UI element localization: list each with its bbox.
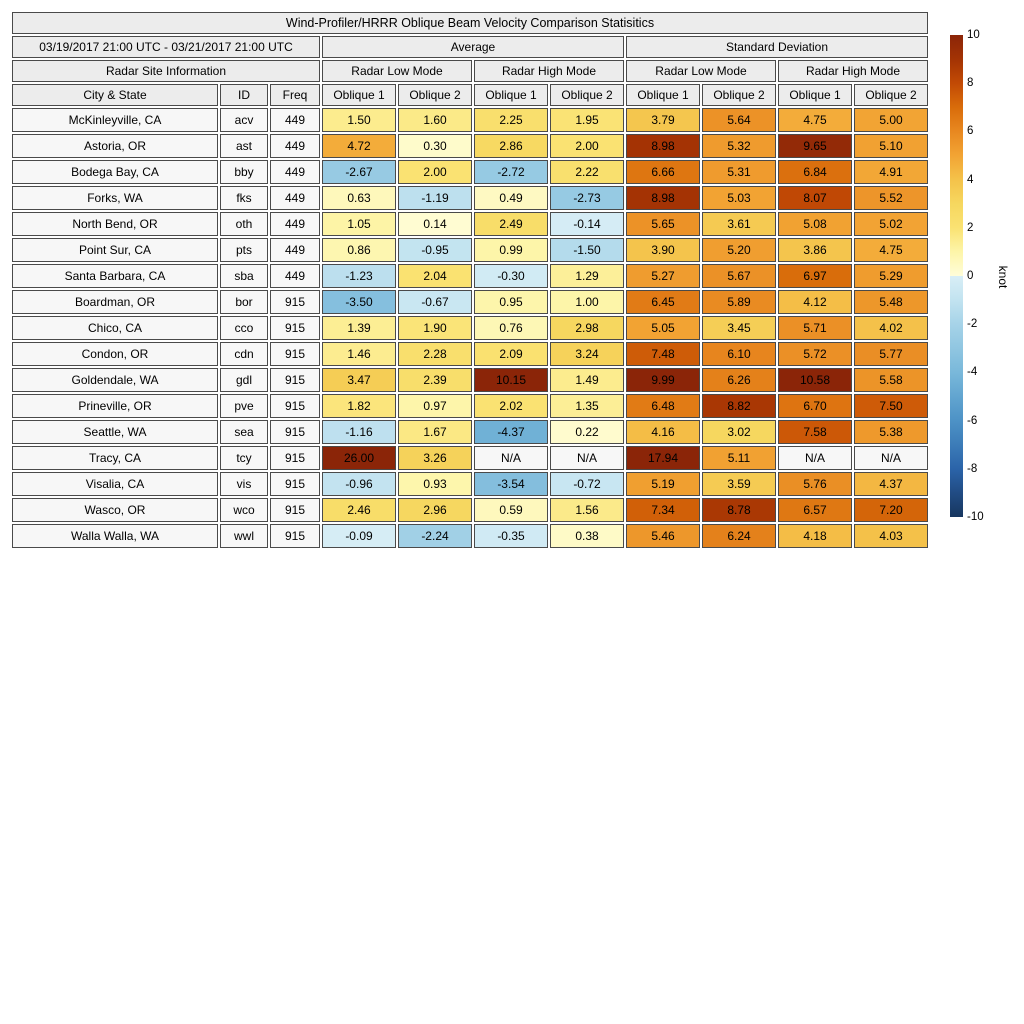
city-cell: McKinleyville, CA [12,108,218,132]
value-cell: 6.48 [626,394,700,418]
col-header-city: City & State [12,84,218,106]
value-cell: 6.57 [778,498,852,522]
site-id-cell: cdn [220,342,268,366]
value-cell: 2.46 [322,498,396,522]
col-header-oblique2: Oblique 2 [550,84,624,106]
value-cell: 10.58 [778,368,852,392]
city-cell: Boardman, OR [12,290,218,314]
value-cell: 6.66 [626,160,700,184]
value-cell: 5.03 [702,186,776,210]
site-id-cell: sba [220,264,268,288]
colorbar-tick-label: 4 [967,173,974,186]
colorbar-gradient [950,35,963,517]
table-body [12,108,928,548]
city-cell: Goldendale, WA [12,368,218,392]
site-id-cell: acv [220,108,268,132]
value-cell: 8.98 [626,186,700,210]
value-cell: 2.22 [550,160,624,184]
freq-cell: 915 [270,368,320,392]
value-cell: 1.60 [398,108,472,132]
value-cell: -1.16 [322,420,396,444]
col-header-oblique2: Oblique 2 [854,84,928,106]
site-id-cell: oth [220,212,268,236]
value-cell: 5.10 [854,134,928,158]
table-row [12,524,928,548]
value-cell: 17.94 [626,446,700,470]
value-cell: 8.78 [702,498,776,522]
col-header-oblique1: Oblique 1 [322,84,396,106]
col-header-oblique1: Oblique 1 [626,84,700,106]
period-label: 03/19/2017 21:00 UTC - 03/21/2017 21:00 UTC [12,36,320,58]
colorbar-tick-label: 2 [967,221,974,234]
value-cell: 3.02 [702,420,776,444]
value-cell: 3.45 [702,316,776,340]
value-cell-na: N/A [550,446,624,470]
value-cell: 5.46 [626,524,700,548]
colorbar-tick-label: -8 [967,462,978,475]
site-id-cell: fks [220,186,268,210]
value-cell: 4.03 [854,524,928,548]
value-cell: 0.95 [474,290,548,314]
freq-cell: 915 [270,420,320,444]
value-cell: 5.38 [854,420,928,444]
value-cell: -0.14 [550,212,624,236]
city-cell: Walla Walla, WA [12,524,218,548]
city-cell: North Bend, OR [12,212,218,236]
colorbar-tick-label: -2 [967,318,978,331]
mode-header-avg-low: Radar Low Mode [322,60,472,82]
colorbar-tick-label: 10 [967,29,980,41]
mode-header-std-high: Radar High Mode [778,60,928,82]
value-cell: -0.96 [322,472,396,496]
table-row [12,420,928,444]
value-cell: -2.24 [398,524,472,548]
freq-cell: 915 [270,498,320,522]
value-cell: 5.20 [702,238,776,262]
colorbar-tick-label: 8 [967,77,974,90]
value-cell: 3.79 [626,108,700,132]
value-cell: 2.02 [474,394,548,418]
col-header-oblique2: Oblique 2 [398,84,472,106]
value-cell: 0.97 [398,394,472,418]
value-cell: 5.08 [778,212,852,236]
value-cell: 1.29 [550,264,624,288]
value-cell: 5.52 [854,186,928,210]
value-cell: 1.82 [322,394,396,418]
value-cell: 0.14 [398,212,472,236]
value-cell: 0.38 [550,524,624,548]
value-cell: 9.65 [778,134,852,158]
value-cell: 1.95 [550,108,624,132]
site-id-cell: sea [220,420,268,444]
site-id-cell: pts [220,238,268,262]
table-row [12,134,928,158]
mode-header-row [12,60,928,82]
value-cell: 5.27 [626,264,700,288]
city-cell: Visalia, CA [12,472,218,496]
group-header-average: Average [322,36,624,58]
table-row [12,212,928,236]
value-cell: 1.05 [322,212,396,236]
value-cell: 7.50 [854,394,928,418]
table-row [12,290,928,314]
freq-cell: 449 [270,238,320,262]
city-cell: Forks, WA [12,186,218,210]
value-cell: 2.09 [474,342,548,366]
value-cell: 6.10 [702,342,776,366]
value-cell: 5.19 [626,472,700,496]
city-cell: Condon, OR [12,342,218,366]
value-cell: 5.77 [854,342,928,366]
value-cell: 6.70 [778,394,852,418]
colorbar-tick-label: -6 [967,414,978,427]
figure-title: Wind-Profiler/HRRR Oblique Beam Velocity Comparison Statisitics [12,12,928,34]
table-row [12,368,928,392]
value-cell: 2.00 [550,134,624,158]
value-cell: 5.11 [702,446,776,470]
value-cell: 5.76 [778,472,852,496]
value-cell: 4.91 [854,160,928,184]
value-cell: 5.02 [854,212,928,236]
site-id-cell: wwl [220,524,268,548]
title-row [12,12,928,34]
table-row [12,446,928,470]
value-cell: 2.00 [398,160,472,184]
value-cell: 3.59 [702,472,776,496]
group-header-row [12,36,928,58]
value-cell: 5.48 [854,290,928,314]
value-cell: 6.84 [778,160,852,184]
col-header-id: ID [220,84,268,106]
value-cell: 8.98 [626,134,700,158]
value-cell: 26.00 [322,446,396,470]
value-cell: 2.28 [398,342,472,366]
city-cell: Santa Barbara, CA [12,264,218,288]
value-cell: 0.99 [474,238,548,262]
site-id-cell: cco [220,316,268,340]
value-cell: 1.50 [322,108,396,132]
value-cell: 6.24 [702,524,776,548]
value-cell: 2.25 [474,108,548,132]
colorbar-tick-label: 6 [967,125,974,138]
value-cell: 7.48 [626,342,700,366]
value-cell: 4.72 [322,134,396,158]
value-cell: 4.02 [854,316,928,340]
value-cell: 1.46 [322,342,396,366]
value-cell: 5.71 [778,316,852,340]
value-cell: 5.72 [778,342,852,366]
colorbar [950,29,1020,523]
freq-cell: 449 [270,134,320,158]
site-id-cell: bor [220,290,268,314]
freq-cell: 449 [270,212,320,236]
freq-cell: 449 [270,186,320,210]
city-cell: Chico, CA [12,316,218,340]
value-cell-na: N/A [778,446,852,470]
value-cell: 6.26 [702,368,776,392]
site-id-cell: ast [220,134,268,158]
value-cell: 8.82 [702,394,776,418]
table-row [12,316,928,340]
value-cell: 4.16 [626,420,700,444]
table-row [12,238,928,262]
value-cell: 4.75 [778,108,852,132]
value-cell: 7.20 [854,498,928,522]
site-id-cell: wco [220,498,268,522]
value-cell: -0.30 [474,264,548,288]
site-id-cell: tcy [220,446,268,470]
value-cell: 2.86 [474,134,548,158]
value-cell: 5.89 [702,290,776,314]
value-cell: -1.23 [322,264,396,288]
value-cell: -0.67 [398,290,472,314]
value-cell: 5.31 [702,160,776,184]
site-id-cell: gdl [220,368,268,392]
city-cell: Astoria, OR [12,134,218,158]
value-cell: -3.50 [322,290,396,314]
freq-cell: 915 [270,316,320,340]
value-cell: 4.37 [854,472,928,496]
value-cell-na: N/A [474,446,548,470]
value-cell: 0.93 [398,472,472,496]
value-cell: 2.39 [398,368,472,392]
city-cell: Bodega Bay, CA [12,160,218,184]
value-cell: -1.19 [398,186,472,210]
value-cell: 3.47 [322,368,396,392]
mode-header-avg-high: Radar High Mode [474,60,624,82]
group-header-stddev: Standard Deviation [626,36,928,58]
value-cell: 1.35 [550,394,624,418]
freq-cell: 915 [270,524,320,548]
value-cell: 1.39 [322,316,396,340]
value-cell: -2.67 [322,160,396,184]
freq-cell: 915 [270,394,320,418]
value-cell: 5.32 [702,134,776,158]
value-cell: -1.50 [550,238,624,262]
city-cell: Wasco, OR [12,498,218,522]
value-cell: 0.49 [474,186,548,210]
value-cell: 3.86 [778,238,852,262]
value-cell: 2.96 [398,498,472,522]
mode-header-std-low: Radar Low Mode [626,60,776,82]
freq-cell: 915 [270,446,320,470]
value-cell: 0.59 [474,498,548,522]
city-cell: Tracy, CA [12,446,218,470]
value-cell: 0.63 [322,186,396,210]
value-cell: 5.00 [854,108,928,132]
freq-cell: 449 [270,160,320,184]
value-cell: 9.99 [626,368,700,392]
value-cell: 1.49 [550,368,624,392]
value-cell: 6.97 [778,264,852,288]
value-cell: 4.12 [778,290,852,314]
value-cell: 7.58 [778,420,852,444]
value-cell: -0.95 [398,238,472,262]
site-id-cell: bby [220,160,268,184]
table-row [12,264,928,288]
value-cell-na: N/A [854,446,928,470]
table-row [12,498,928,522]
site-info-header: Radar Site Information [12,60,320,82]
value-cell: -2.72 [474,160,548,184]
table-row [12,342,928,366]
value-cell: -0.72 [550,472,624,496]
colorbar-label: knot [996,265,1010,289]
value-cell: 1.56 [550,498,624,522]
value-cell: 0.30 [398,134,472,158]
colorbar-tick-label: -4 [967,366,978,379]
table-row [12,108,928,132]
col-header-oblique2: Oblique 2 [702,84,776,106]
col-header-oblique1: Oblique 1 [474,84,548,106]
freq-cell: 449 [270,264,320,288]
value-cell: 5.58 [854,368,928,392]
value-cell: 1.90 [398,316,472,340]
value-cell: 8.07 [778,186,852,210]
table-row [12,186,928,210]
table-row [12,160,928,184]
column-header-row [12,84,928,106]
comparison-table [10,10,930,550]
value-cell: 2.04 [398,264,472,288]
value-cell: 3.90 [626,238,700,262]
col-header-freq: Freq [270,84,320,106]
freq-cell: 915 [270,290,320,314]
table-row [12,394,928,418]
value-cell: 3.61 [702,212,776,236]
value-cell: 3.24 [550,342,624,366]
table-row [12,472,928,496]
value-cell: 1.67 [398,420,472,444]
value-cell: 5.05 [626,316,700,340]
value-cell: -3.54 [474,472,548,496]
value-cell: 1.00 [550,290,624,314]
colorbar-tick-label: 0 [967,270,974,282]
value-cell: 5.67 [702,264,776,288]
value-cell: -0.09 [322,524,396,548]
value-cell: 3.26 [398,446,472,470]
value-cell: 7.34 [626,498,700,522]
value-cell: -2.73 [550,186,624,210]
value-cell: 10.15 [474,368,548,392]
freq-cell: 915 [270,472,320,496]
site-id-cell: pve [220,394,268,418]
value-cell: 5.29 [854,264,928,288]
city-cell: Prineville, OR [12,394,218,418]
city-cell: Point Sur, CA [12,238,218,262]
value-cell: 0.86 [322,238,396,262]
freq-cell: 449 [270,108,320,132]
freq-cell: 915 [270,342,320,366]
col-header-oblique1: Oblique 1 [778,84,852,106]
value-cell: 4.75 [854,238,928,262]
value-cell: -0.35 [474,524,548,548]
city-cell: Seattle, WA [12,420,218,444]
value-cell: 2.98 [550,316,624,340]
value-cell: -4.37 [474,420,548,444]
value-cell: 0.22 [550,420,624,444]
value-cell: 6.45 [626,290,700,314]
value-cell: 2.49 [474,212,548,236]
value-cell: 5.64 [702,108,776,132]
colorbar-tick-label: -10 [967,511,984,523]
value-cell: 4.18 [778,524,852,548]
value-cell: 0.76 [474,316,548,340]
value-cell: 5.65 [626,212,700,236]
site-id-cell: vis [220,472,268,496]
